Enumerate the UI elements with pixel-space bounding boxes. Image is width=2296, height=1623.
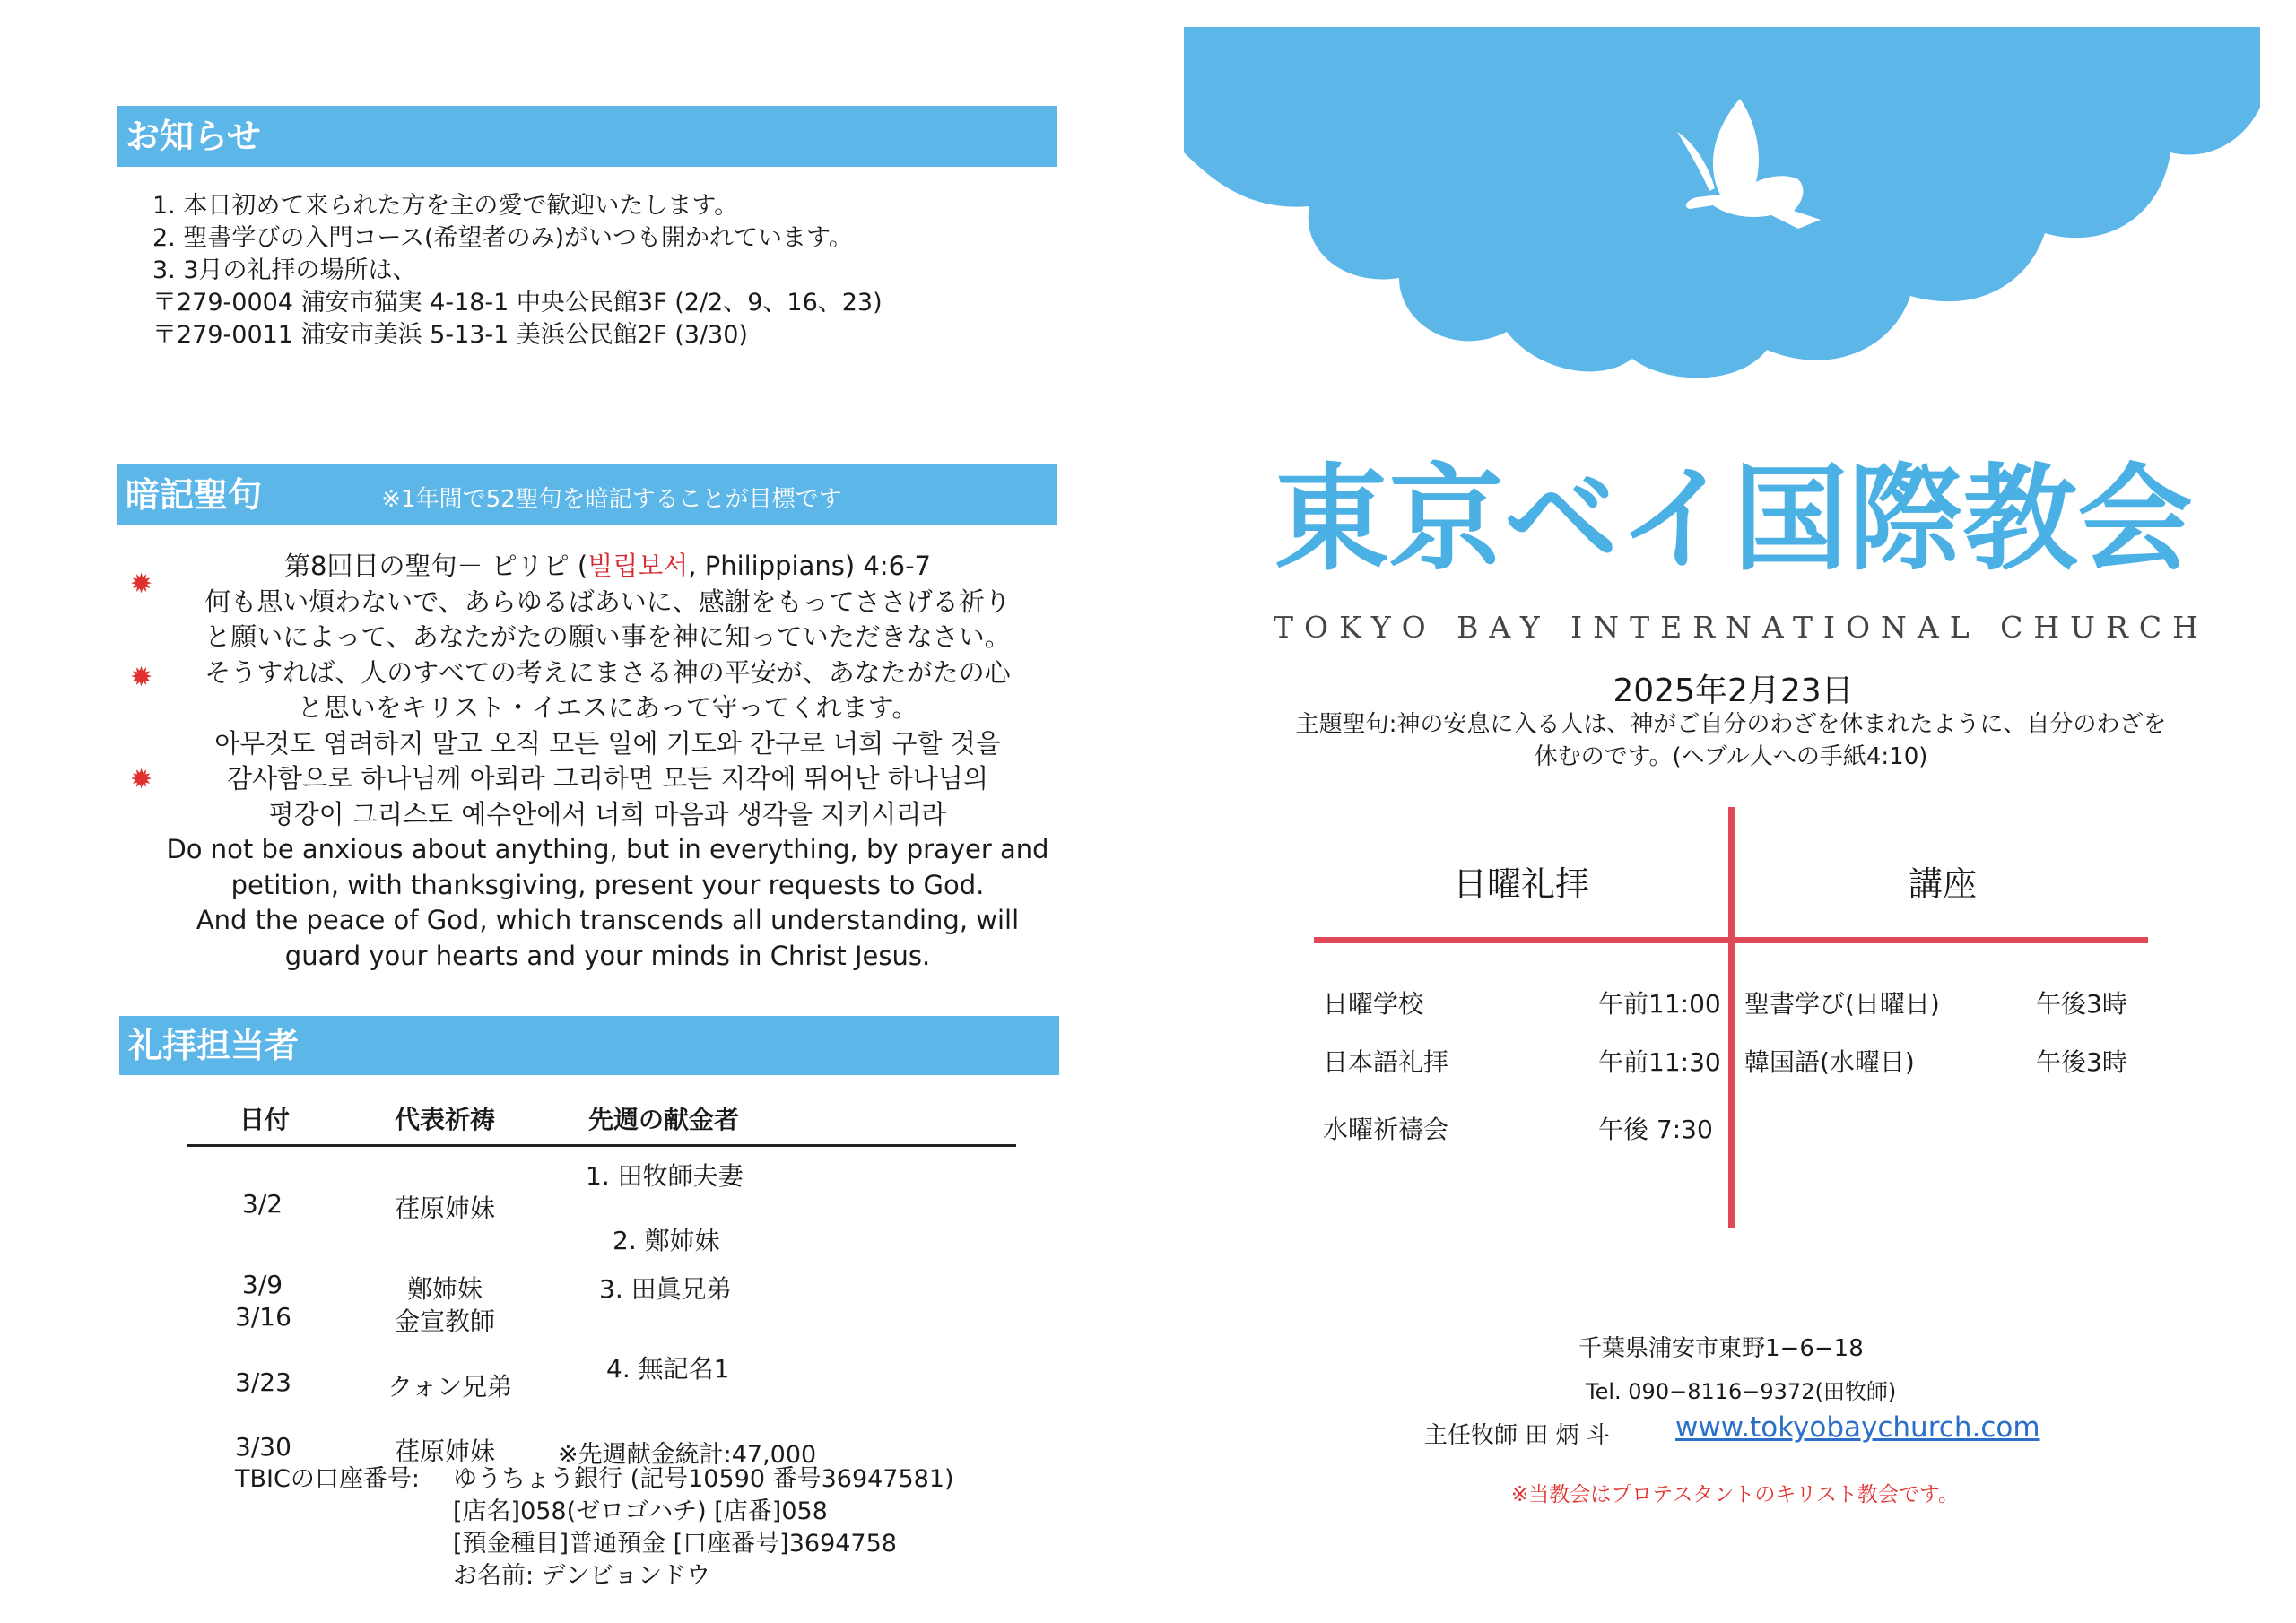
notice-item: 3. 3月の礼拝の場所は、 bbox=[152, 256, 417, 284]
church-address: 千葉県浦安市東野1−6−18 bbox=[1578, 1335, 1864, 1362]
duty-offerer: 2. 鄭姉妹 bbox=[613, 1226, 720, 1255]
notices-header bbox=[117, 106, 1057, 167]
sun-icon: ✹ bbox=[130, 764, 153, 795]
duty-date: 3/23 bbox=[235, 1367, 291, 1397]
col-header-offerers: 先週の献金者 bbox=[588, 1105, 740, 1134]
memory-verse-title: 暗記聖句 bbox=[126, 475, 263, 515]
pastor-name: 主任牧師 田 炳 斗 bbox=[1424, 1422, 1610, 1449]
verse-line: guard your hearts and your minds in Christ Jesus. bbox=[284, 940, 931, 971]
duty-prayer: 金宣教師 bbox=[395, 1306, 496, 1336]
memory-verse-note: ※1年間で52聖句を暗記することが目標です bbox=[381, 486, 842, 513]
verse-line: 아무것도 염려하지 말고 오직 모든 일에 기도와 간구로 너희 구할 것을 bbox=[214, 727, 1001, 759]
bulletin-date: 2025年2月23日 bbox=[1613, 673, 1854, 709]
theme-line: 休むのです。(ヘブル人への手紙4:10) bbox=[1534, 743, 1928, 770]
course-item-time: 午後3時 bbox=[2036, 1047, 2127, 1077]
verse-ref-suffix: , Philippians) 4:6-7 bbox=[688, 551, 931, 581]
duty-header bbox=[119, 1016, 1059, 1075]
table-rule bbox=[187, 1144, 1016, 1147]
duty-date: 3/2 bbox=[242, 1189, 283, 1219]
notice-item: 1. 本日初めて来られた方を主の愛で歓迎いたします。 bbox=[152, 192, 739, 220]
account-line: ゆうちょう銀行 (記号10590 番号36947581) bbox=[453, 1465, 954, 1493]
verse-line: 何も思い煩わないで、あらゆるばあいに、感謝をもってささげる祈り bbox=[204, 586, 1011, 617]
verse-line: Do not be anxious about anything, but in everything, by prayer and bbox=[166, 834, 1049, 864]
duty-offerer: 3. 田眞兄弟 bbox=[599, 1274, 732, 1304]
duty-prayer: クォン兄弟 bbox=[387, 1372, 513, 1402]
col-header-prayer: 代表祈祷 bbox=[395, 1105, 496, 1134]
sunday-item-name: 水曜祈禱会 bbox=[1323, 1115, 1449, 1144]
sun-icon: ✹ bbox=[130, 568, 153, 600]
sunday-item-time: 午後 7:30 bbox=[1598, 1115, 1713, 1144]
schedule-vertical-divider bbox=[1728, 807, 1735, 1228]
duty-offerer: 4. 無記名1 bbox=[606, 1354, 730, 1384]
church-name-jp: 東京ベイ国際教会 bbox=[1274, 453, 2193, 586]
verse-line: petition, with thanksgiving, present your requests to God. bbox=[230, 869, 985, 900]
verse-line: と思いをキリスト・イエスにあって守ってくれます。 bbox=[297, 692, 918, 723]
schedule-horizontal-divider bbox=[1314, 937, 2148, 943]
church-name-en: TOKYO BAY INTERNATIONAL CHURCH bbox=[1274, 610, 2209, 645]
sunday-item-name: 日曜学校 bbox=[1323, 989, 1424, 1019]
sunday-item-time: 午前11:30 bbox=[1598, 1047, 1721, 1077]
notice-item: 〒279-0011 浦安市美浜 5-13-1 美浜公民館2F (3/30) bbox=[152, 321, 748, 349]
course-item-time: 午後3時 bbox=[2036, 989, 2127, 1019]
course-item-name: 聖書学び(日曜日) bbox=[1744, 989, 1940, 1019]
duty-offerer: 1. 田牧師夫妻 bbox=[586, 1161, 744, 1191]
sunday-item-time: 午前11:00 bbox=[1598, 989, 1721, 1019]
course-header: 講座 bbox=[1909, 864, 1978, 904]
duty-date: 3/30 bbox=[235, 1432, 291, 1462]
theme-line: 主題聖句:神の安息に入る人は、神がご自分のわざを休まれたように、自分のわざを bbox=[1295, 711, 2167, 738]
duty-date: 3/9 bbox=[242, 1270, 283, 1299]
notices-title: お知らせ bbox=[126, 117, 261, 156]
website-link[interactable]: www.tokyobaychurch.com bbox=[1675, 1411, 2040, 1444]
sunday-worship-header: 日曜礼拝 bbox=[1453, 864, 1590, 904]
notices-list bbox=[152, 190, 883, 352]
account-line: お名前: デンビョンドウ bbox=[453, 1562, 711, 1590]
verse-line: 평강이 그리스도 예수안에서 너희 마음과 생각을 지키시리라 bbox=[268, 798, 947, 829]
course-item-name: 韓国語(水曜日) bbox=[1744, 1047, 1915, 1077]
account-line: [店名]058(ゼロゴハチ) [店番]058 bbox=[453, 1497, 828, 1525]
verse-line: そうすれば、人のすべての考えにまさる神の平安が、あなたがたの心 bbox=[204, 656, 1011, 688]
notice-item: 〒279-0004 浦安市猫実 4-18-1 中央公民館3F (2/2、9、16、23) bbox=[152, 289, 883, 317]
verse-reference bbox=[130, 549, 1085, 585]
memory-verse-header bbox=[117, 464, 1057, 525]
sun-icon: ✹ bbox=[130, 662, 153, 693]
duty-prayer: 荏原姉妹 bbox=[395, 1193, 496, 1223]
theme-verse bbox=[1256, 708, 2206, 773]
dove-icon bbox=[1650, 94, 1821, 256]
account-label: TBICの口座番号: bbox=[235, 1465, 420, 1493]
church-tel: Tel. 090−8116−9372(田牧師) bbox=[1586, 1379, 1897, 1404]
sunday-item-name: 日本語礼拝 bbox=[1323, 1047, 1449, 1077]
verse-line: と願いによって、あなたがたの願い事を神に知っていただきなさい。 bbox=[204, 621, 1011, 652]
account-line: [預金種目]普通預金 [口座番号]3694758 bbox=[453, 1530, 897, 1558]
notice-item: 2. 聖書学びの入門コース(希望者のみ)がいつも開かれています。 bbox=[152, 224, 853, 252]
duty-title: 礼拝担当者 bbox=[128, 1026, 300, 1065]
duty-prayer: 鄭姉妹 bbox=[407, 1274, 483, 1304]
verse-line: And the peace of God, which transcends all understanding, will bbox=[196, 905, 1020, 935]
verse-ref-prefix: 第8回目の聖句－ ピリピ ( bbox=[284, 551, 588, 581]
duty-prayer: 荏原姉妹 bbox=[395, 1436, 496, 1466]
memory-verse-text bbox=[130, 549, 1085, 974]
verse-ref-korean: 빌립보서 bbox=[587, 551, 689, 581]
col-header-date: 日付 bbox=[239, 1105, 291, 1134]
offering-total: ※先週献金統計:47,000 bbox=[558, 1441, 817, 1469]
verse-line: 감사함으로 하나님께 아뢰라 그리하면 모든 지각에 뛰어난 하나님의 bbox=[227, 763, 988, 794]
duty-date: 3/16 bbox=[235, 1302, 291, 1332]
church-footnote: ※当教会はプロテスタントのキリスト教会です。 bbox=[1511, 1483, 1960, 1506]
